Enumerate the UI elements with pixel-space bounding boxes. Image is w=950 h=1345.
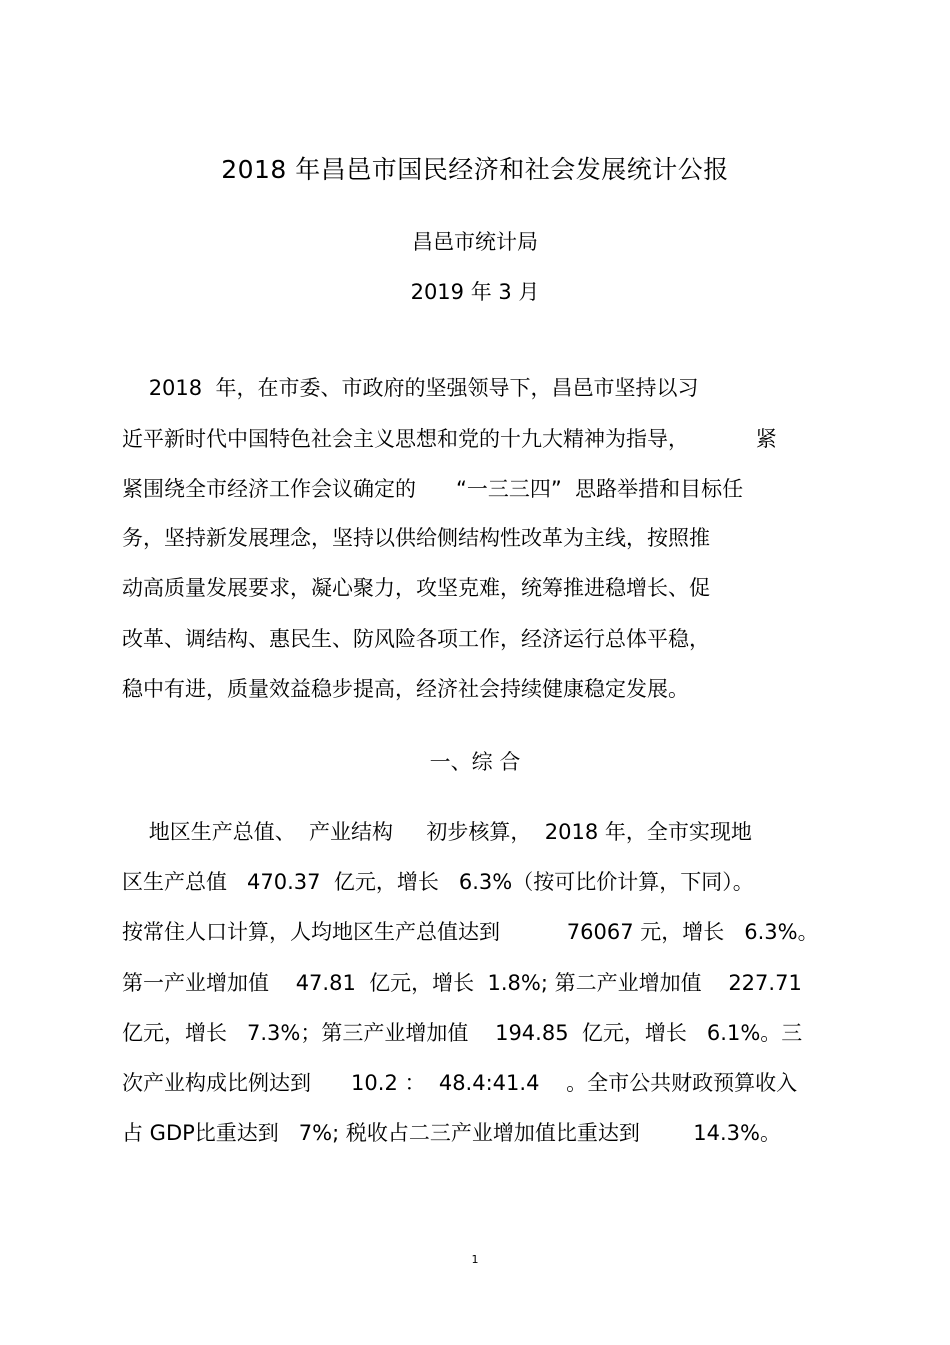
intro-line: 务，坚持新发展理念，坚持以供给侧结构性改革为主线，按照推 bbox=[122, 526, 710, 550]
page-number: 1 bbox=[471, 1253, 479, 1266]
intro-line: 2018 年，在市委、市政府的坚强领导下，昌邑市坚持以习 bbox=[122, 376, 699, 400]
page-title: 2018 年昌邑市国民经济和社会发展统计公报 bbox=[221, 155, 729, 184]
intro-line: 近平新时代中国特色社会主义思想和党的十九大精神为指导， 紧 bbox=[122, 427, 777, 451]
intro-line: 紧围绕全市经济工作会议确定的 “一三三四” 思路举措和目标任 bbox=[122, 477, 744, 501]
issuing-organization: 昌邑市统计局 bbox=[412, 230, 538, 254]
section-line: 地区生产总值、 产业结构 初步核算， 2018 年，全市实现地 bbox=[122, 820, 752, 844]
section-line: 次产业构成比例达到 10.2 ： 48.4:41.4 。全市公共财政预算收入 bbox=[122, 1071, 798, 1095]
intro-line: 稳中有进，质量效益稳步提高，经济社会持续健康稳定发展。 bbox=[122, 677, 689, 701]
section-line: 按常住人口计算，人均地区生产总值达到 76067 元，增长 6.3%。 bbox=[122, 920, 819, 944]
section-line: 亿元，增长 7.3%；第三产业增加值 194.85 亿元，增长 6.1%。三 bbox=[122, 1021, 803, 1045]
section-line: 第一产业增加值 47.81 亿元，增长 1.8%; 第二产业增加值 227.71 bbox=[122, 971, 802, 995]
section-line: 区生产总值 470.37 亿元，增长 6.3%（按可比价计算，下同）。 bbox=[122, 870, 754, 894]
section-line: 占 GDP比重达到 7%; 税收占二三产业增加值比重达到 14.3%。 bbox=[122, 1121, 781, 1145]
intro-line: 动高质量发展要求，凝心聚力，攻坚克难，统筹推进稳增长、促 bbox=[122, 576, 710, 600]
section-heading: 一、综 合 bbox=[429, 750, 521, 774]
publication-date: 2019 年 3 月 bbox=[410, 280, 540, 304]
intro-line: 改革、调结构、惠民生、防风险各项工作，经济运行总体平稳， bbox=[122, 627, 710, 651]
